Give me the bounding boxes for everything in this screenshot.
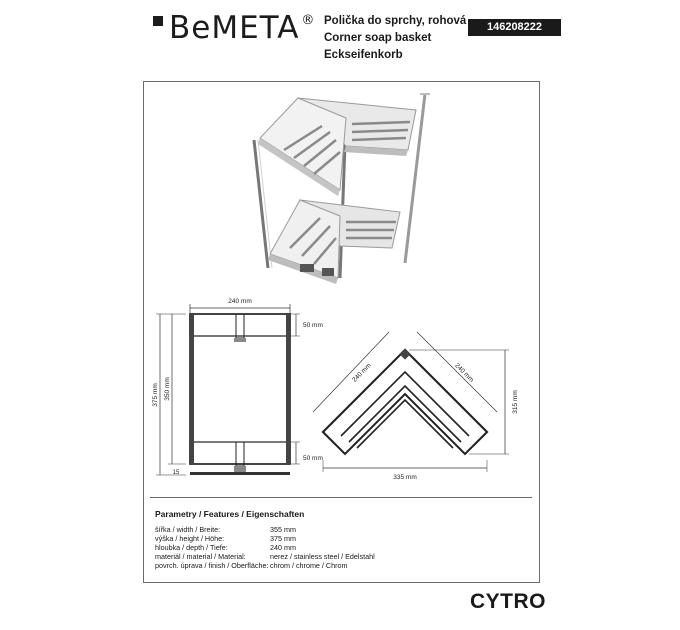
top-view-drawing (305, 322, 535, 482)
front-bottom-offset-label: 50 mm (303, 455, 323, 462)
spec-value-width: 355 mm (270, 525, 296, 534)
front-top-offset-label: 50 mm (303, 322, 323, 329)
spec-key-material: materiál / material / Material: (155, 552, 246, 561)
product-illustration (240, 88, 440, 288)
front-width-label: 240 mm (228, 298, 252, 305)
spec-value-depth: 240 mm (270, 543, 296, 552)
spec-key-depth: hloubka / depth / Tiefe: (155, 543, 228, 552)
product-code-badge: 146208222 (468, 19, 561, 36)
product-name-en: Corner soap basket (324, 32, 432, 44)
top-width-label: 335 mm (393, 474, 417, 481)
front-foot-label: 15 (172, 470, 180, 476)
top-height-label: 315 mm (512, 390, 519, 414)
front-height-inner-label: 350 mm (164, 377, 171, 401)
spec-value-material: nerez / stainless steel / Edelstahl (270, 552, 375, 561)
spec-key-width: šířka / width / Breite: (155, 525, 221, 534)
product-name-cz: Polička do sprchy, rohová (324, 15, 467, 27)
spec-key-finish: povrch. úprava / finish / Oberfläche: (155, 561, 269, 570)
top-side-b-label: 240 mm (453, 362, 475, 384)
spec-value-finish: chrom / chrome / Chrom (270, 561, 348, 570)
registered-mark: ® (301, 13, 316, 28)
brand-logo (153, 10, 315, 46)
top-side-a-label: 240 mm (351, 362, 373, 384)
product-name-de: Eckseifenkorb (324, 49, 403, 61)
spec-key-height: výška / height / Höhe: (155, 534, 225, 543)
features-divider (150, 497, 532, 498)
product-series-name: CYTRO (470, 590, 546, 613)
brand-name: BeMETA (169, 10, 300, 46)
front-height-outer-label: 375 mm (152, 383, 159, 407)
spec-value-height: 375 mm (270, 534, 296, 543)
front-view-drawing (148, 292, 328, 487)
features-title: Parametry / Features / Eigenschaften (155, 509, 305, 519)
